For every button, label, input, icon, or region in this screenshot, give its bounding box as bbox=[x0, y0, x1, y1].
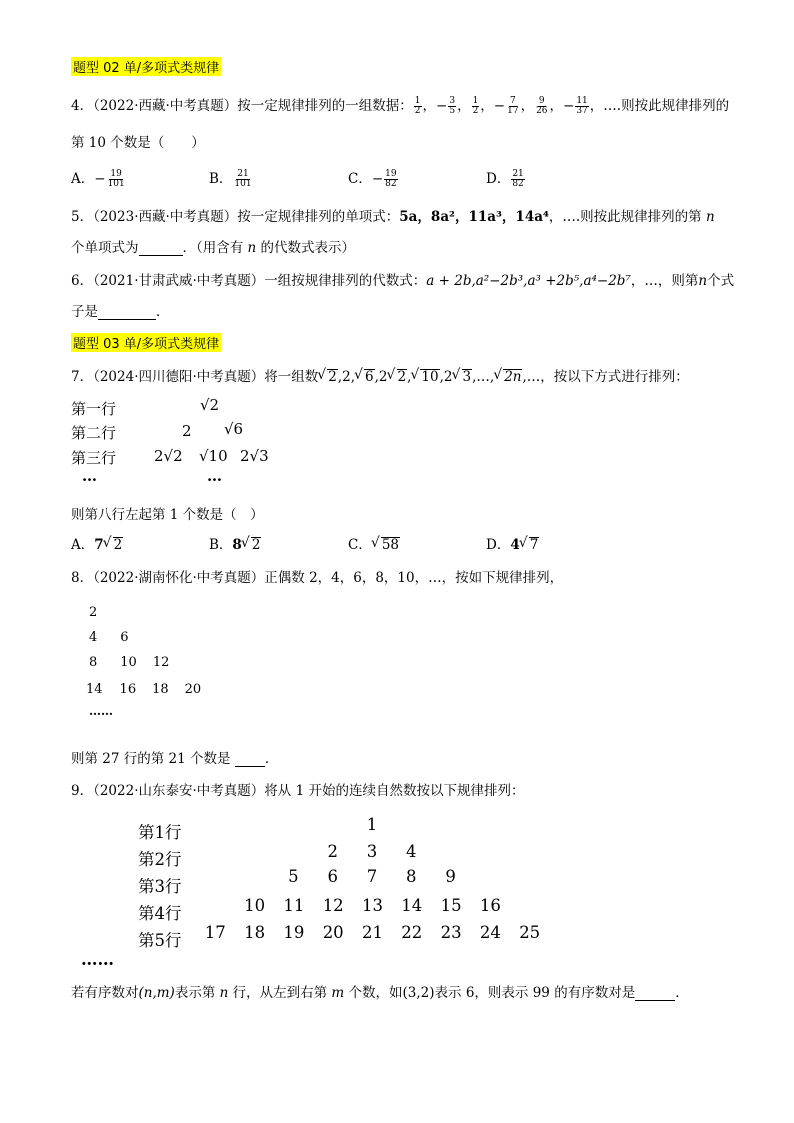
q7-row3-item-1: 2√2 bbox=[154, 447, 183, 465]
q9-ask: 若有序数对(n,m)表示第 n 行，从左到右第 m 个数，如(3,2)表示 6，则表示 99 的有序数对是 ． bbox=[71, 985, 689, 1001]
q4-term-6: − $\frac{11}{37}$ bbox=[563, 96, 588, 116]
q9-cell: 20 bbox=[322, 923, 344, 942]
q9-cell: 18 bbox=[244, 923, 266, 942]
q8-dots: …… bbox=[89, 704, 113, 718]
q7-row1-item: √2 bbox=[200, 396, 220, 414]
q9-cell: 11 bbox=[283, 896, 305, 915]
q7-row-label-3: 第三行 bbox=[71, 449, 117, 467]
q9-cell: 17 bbox=[204, 923, 226, 942]
section-header-03: 题型 03 单/多项式类规律 bbox=[71, 333, 221, 352]
q7-row3-item-3: 2√3 bbox=[240, 447, 269, 465]
q7-option-b[interactable]: B．8√ 2 bbox=[209, 533, 261, 553]
q9-cell: 13 bbox=[362, 896, 383, 915]
q5-answer-blank[interactable] bbox=[139, 255, 183, 256]
q9-row-label-1: 第1行 bbox=[138, 823, 182, 842]
q6-answer-blank[interactable] bbox=[98, 319, 156, 320]
q4-tail: ，….则按此规律排列的 bbox=[589, 98, 730, 114]
q9-cell: 7 bbox=[366, 867, 378, 886]
q4-lead: 4．（2022·西藏·中考真题）按一定规律排列的一组数据： bbox=[71, 98, 413, 114]
q4-term-1: $\frac{1}{2}$ bbox=[414, 96, 421, 116]
q8-row-3: 8 10 12 bbox=[89, 655, 170, 670]
q9-row-label-5: 第5行 bbox=[138, 931, 182, 950]
question-6: 6．（2021·甘肃武威·中考真题）一组按规律排列的代数式：a + 2b,a²−2b³,a³ +2b⁵,a⁴−2b⁷，…，则第n个式 bbox=[71, 273, 735, 289]
q4-term-5: $\frac{9}{26}$ bbox=[536, 96, 548, 116]
q8-row-4: 14 16 18 20 bbox=[86, 682, 202, 697]
q8-row-1: 2 bbox=[89, 605, 98, 620]
q9-cell: 16 bbox=[479, 896, 501, 915]
q9-cell: 23 bbox=[440, 923, 462, 942]
q7-dots-left: … bbox=[82, 467, 97, 485]
q7-dots-right: … bbox=[207, 467, 222, 485]
q9-cell: 24 bbox=[479, 923, 501, 942]
question-8: 8．（2022·湖南怀化·中考真题）正偶数 2，4，6，8，10，…，按如下规律排列， bbox=[71, 570, 564, 586]
q7-ask: 则第八行左起第 1 个数是（ ） bbox=[71, 507, 264, 523]
q4-option-a[interactable]: A．− $\frac{19}{101}$ bbox=[71, 169, 125, 189]
q5-line2: 个单项式为 ．（用含有 n 的代数式表示） bbox=[71, 240, 356, 256]
q9-row-label-4: 第4行 bbox=[138, 904, 182, 923]
q8-row-2: 4 6 bbox=[89, 630, 129, 645]
q9-cell: 2 bbox=[327, 842, 338, 861]
q9-cell: 1 bbox=[366, 815, 378, 834]
q4-option-d[interactable]: D． $\frac{21}{82}$ bbox=[486, 169, 524, 189]
q9-cell: 19 bbox=[283, 923, 305, 942]
q9-cell: 4 bbox=[406, 842, 417, 861]
question-7: 7．（2024·四川德阳·中考真题）将一组数√ 2,2,√ 6,2√ 2,√ 10,2√ 3,…,√ 2n,…，按以下方式进行排列： bbox=[71, 365, 689, 385]
q9-cell: 8 bbox=[406, 867, 417, 886]
q4-line2: 第 10 个数是（ ） bbox=[71, 135, 205, 151]
q8-ask: 则第 27 行的第 21 个数是 ． bbox=[71, 751, 279, 767]
q9-cell: 5 bbox=[288, 867, 299, 886]
q7-row-label-2: 第二行 bbox=[71, 424, 117, 442]
question-5: 5．（2023·西藏·中考真题）按一定规律排列的单项式：5a，8a²，11a³，14a⁴，….则按此规律排列的第 n bbox=[71, 209, 715, 225]
q4-option-c[interactable]: C．− $\frac{19}{82}$ bbox=[348, 169, 397, 189]
q9-cell: 9 bbox=[445, 867, 456, 886]
q9-cell: 12 bbox=[322, 896, 344, 915]
q7-row3-item-2: √10 bbox=[199, 447, 228, 465]
q9-cell: 25 bbox=[519, 923, 541, 942]
q9-cell: 21 bbox=[362, 923, 383, 942]
q6-expr: a + 2b,a²−2b³,a³ +2b⁵,a⁴−2b⁷ bbox=[426, 273, 631, 289]
question-9: 9．（2022·山东泰安·中考真题）将从 1 开始的连续自然数按以下规律排列： bbox=[71, 783, 525, 799]
q9-cell: 6 bbox=[327, 867, 338, 886]
section-header-02: 题型 02 单/多项式类规律 bbox=[71, 57, 221, 76]
q9-dots: …… bbox=[81, 950, 114, 969]
q4-term-4: − $\frac{7}{17}$ bbox=[493, 96, 519, 116]
q9-row-label-3: 第3行 bbox=[138, 877, 182, 896]
question-4: 4．（2022·西藏·中考真题）按一定规律排列的一组数据： $\frac{1}{2}$ ，− $\frac{3}{5}$ ， $\frac{1}{2}$ ，− $\frac{7}{17}$ ， $\frac{9}{26}$ ，− $\frac{11}{37}$ ，….则按此规律排列的 bbox=[71, 96, 730, 116]
q7-option-c[interactable]: C．√ 58 bbox=[348, 533, 400, 553]
q9-cell: 3 bbox=[366, 842, 378, 861]
q4-term-3: $\frac{1}{2}$ bbox=[472, 96, 479, 116]
q9-cell: 22 bbox=[401, 923, 423, 942]
q9-answer-blank[interactable] bbox=[635, 1000, 675, 1001]
q9-cell: 10 bbox=[244, 896, 266, 915]
q4-option-b[interactable]: B． $\frac{21}{101}$ bbox=[209, 169, 252, 189]
q9-cell: 15 bbox=[440, 896, 462, 915]
q8-answer-blank[interactable] bbox=[235, 766, 265, 767]
q7-option-d[interactable]: D．4√ 7 bbox=[486, 533, 539, 553]
q5-terms: 5a，8a²，11a³，14a⁴ bbox=[399, 209, 549, 225]
q4-term-2: − $\frac{3}{5}$ bbox=[436, 96, 456, 116]
q7-row2-item-2: √6 bbox=[224, 420, 244, 438]
q7-option-a[interactable]: A．7√ 2 bbox=[71, 533, 123, 553]
q9-row-label-2: 第2行 bbox=[138, 850, 182, 869]
q9-cell: 14 bbox=[401, 896, 423, 915]
q6-line2: 子是 ． bbox=[71, 304, 170, 320]
q7-row2-item-1: 2 bbox=[182, 422, 192, 440]
q7-row-label-1: 第一行 bbox=[71, 400, 117, 418]
